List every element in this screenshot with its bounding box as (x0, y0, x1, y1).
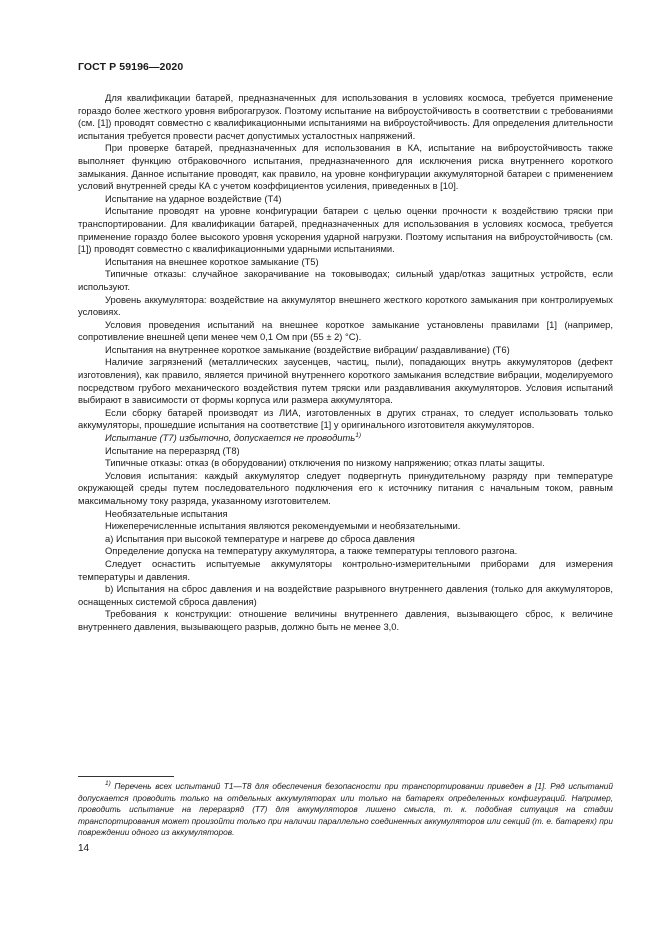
section-heading: Испытание на переразряд (T8) (105, 444, 240, 456)
paragraph: Испытание проводят на уровне конфигурации батареи с целью оценки прочности к воздействию тряски при транспортировании. Для квалификации батарей, предназначенных для использования в условиях космоса, требуется применение гораздо более высокого уровня ускорения ударной нагрузки. Поэтому испытания на виброустойчивость (см. [1]) проводят совместно с квалификационными ударными испытаниями. (78, 205, 613, 255)
page-number: 14 (78, 843, 90, 854)
paragraph: Наличие загрязнений (металлических заусенцев, частиц, пыли), попадающих внутрь аккумуляторов (дефект изготовления), как правило, является причиной внутреннего короткого замыкания вследствие вибрации, моделируемого посредством грубого механического воздействия путем тряски или раздавливания аккумуляторов. Условия испытаний выбирают в зависимости от формы корпуса или размера аккумулятора. (78, 356, 613, 406)
list-item: b) Испытания на сброс давления и на воздействие разрывного внутреннего давления (только для аккумуляторов, оснащенных системой сброса давления) (78, 583, 613, 607)
paragraph: Следует оснастить испытуемые аккумуляторы контрольно-измерительными приборами для измерения температуры и давления. (78, 557, 613, 582)
list-item: a) Испытания при высокой температуре и нагреве до сброса давления (105, 532, 415, 544)
paragraph: Типичные отказы: случайное закорачивание на токовыводах; сильный удар/отказ защитных устройств, если используют. (78, 268, 613, 292)
paragraph: При проверке батарей, предназначенных для использования в КА, испытание на виброустойчивость также выполняет функцию отбраковочного испытания, предназначенного для исключения риска внутреннего короткого замыкания. Данное испытание проводят, как правило, на уровне конфигурации аккумуляторной батареи с применением условий внутренней среды КА с учетом коэффициентов усиления, приведенных в [10]. (78, 142, 613, 192)
footnote-marker: 1) (105, 780, 111, 788)
italic-paragraph-text: Испытание (T7) избыточно, допускается не проводить (105, 432, 356, 444)
section-heading: Необязательные испытания (105, 507, 228, 519)
footnote-divider (78, 776, 174, 777)
paragraph: Типичные отказы: отказ (в оборудовании) отключения по низкому напряжению; отказ платы защиты. (105, 457, 545, 469)
paragraph: Нижеперечисленные испытания являются рекомендуемыми и необязательными. (105, 520, 461, 532)
paragraph: Уровень аккумулятора: воздействие на аккумулятор внешнего жесткого короткого замыкания при контролируемых условиях. (78, 293, 613, 318)
paragraph: Условия испытания: каждый аккумулятор следует подвергнуть принудительному разряду при температуре окружающей среды путем последовательного подключения его к источнику питания с начальным током, равным максимальному току разряда, указанному изготовителем. (78, 469, 613, 506)
paragraph: Для квалификации батарей, предназначенных для использования в условиях космоса, требуется применение гораздо более жесткого уровня виброгагрузок. Поэтому испытание на виброустойчивость в соответствии с требованиями (см. [1]) проводят совместно с квалификационными испытаниями на виброустойчивость. Для определения длительности испытания требуется провести расчет допустимых усталостных напряжений. (78, 92, 613, 141)
paragraph: Условия проведения испытаний на внешнее короткое замыкание установлены правилами [1] (например, сопротивление внешней цепи менее чем 0,1 Ом при (55 ± 2) °C). (78, 318, 613, 343)
section-heading: Испытания на внешнее короткое замыкание (T5) (105, 255, 319, 267)
document-body (78, 92, 613, 634)
document-header: ГОСТ Р 59196—2020 (78, 61, 184, 73)
italic-paragraph (78, 432, 613, 445)
paragraph: Требования к конструкции: отношение величины внутреннего давления, вызывающего сброс, к величине внутреннего давления, вызывающего разрыв, должно быть не менее 3,0. (78, 608, 613, 632)
paragraph: Если сборку батарей производят из ЛИА, изготовленных в других странах, то следует использовать только аккумуляторы, прошедшие испытания на соответствие [1] у оригинального изготовителя аккумуляторов. (78, 406, 613, 431)
section-heading: Испытания на внутреннее короткое замыкание (воздействие вибрации/ раздавливание) (T6) (105, 343, 510, 355)
footnote (78, 781, 613, 839)
section-heading: Испытание на ударное воздействие (T4) (105, 192, 282, 204)
footnote-reference: 1) (355, 431, 361, 439)
paragraph: Определение допуска на температуру аккумулятора, а также температуры теплового разгона. (105, 545, 518, 557)
footnote-paragraph (78, 781, 613, 839)
footnote-text: Перечень всех испытаний T1—T8 для обеспечения безопасности при транспортировании приведен в [1]. Ряд испытаний допускается проводить только на отдельных аккумуляторах или только на батареях определенных конфигураций. Например, проводить испытание на переразряд (T7) для аккумуляторов лишено смысла, т. к. подобная ситуация на стадии транспортирования может произойти только при наличии параллельно соединенных аккумуляторов или секций (т. е. батареях) при повреждении одного из аккумуляторов. (78, 781, 613, 838)
